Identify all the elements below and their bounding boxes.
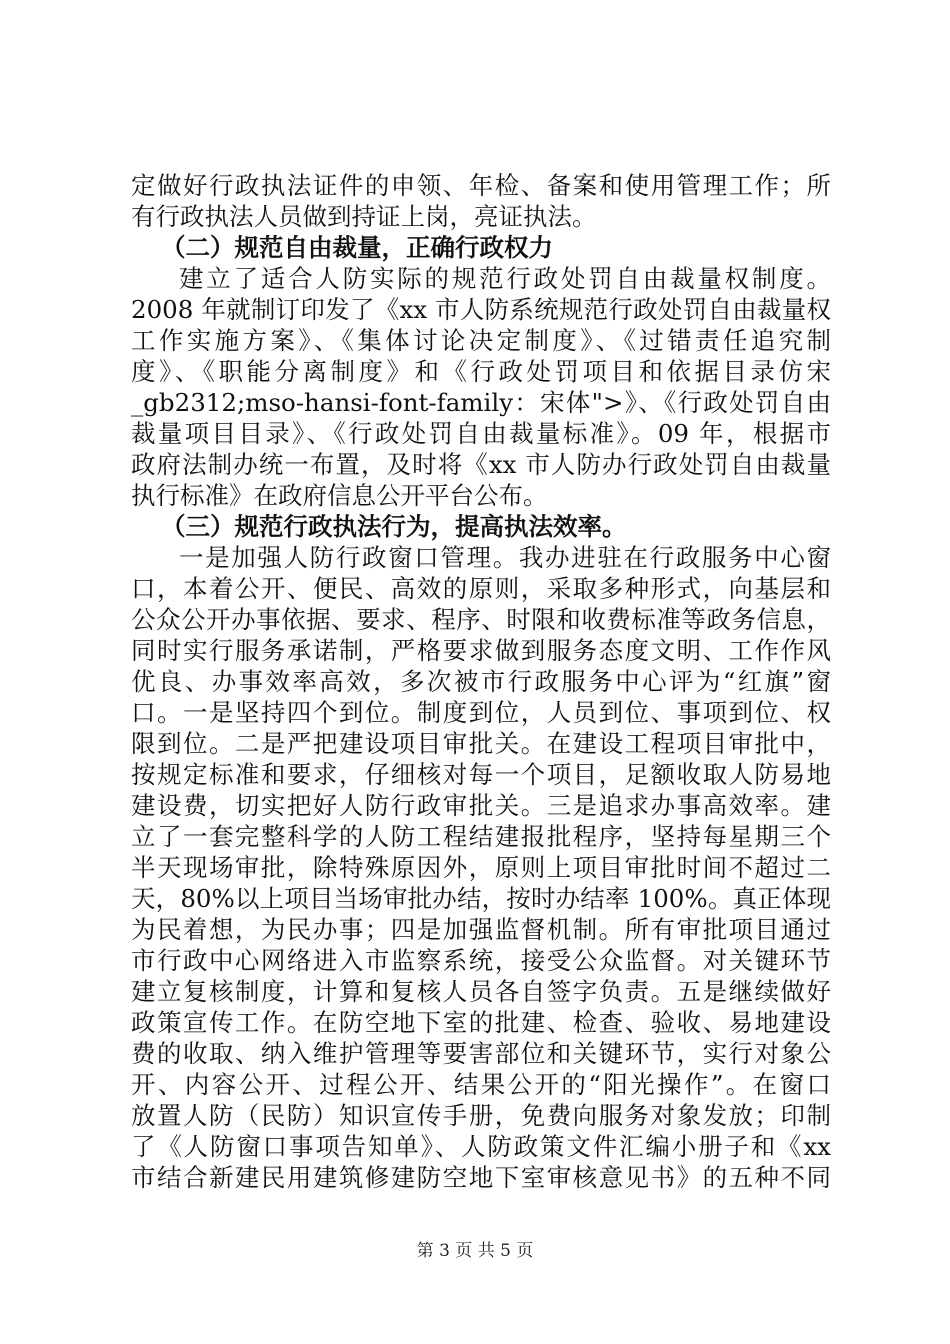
body-line: 同时实行服务承诺制，严格要求做到服务态度文明、工作作风: [131, 636, 831, 665]
body-line: 定做好行政执法证件的申领、年检、备案和使用管理工作；所: [131, 171, 831, 200]
paragraph-first-line: 一是加强人防行政窗口管理。我办进驻在行政服务中心窗: [179, 543, 831, 572]
body-line: 优良、办事效率高效，多次被市行政服务中心评为“红旗”窗: [131, 667, 831, 696]
body-line: 建设费，切实把好人防行政审批关。三是追求办事高效率。建: [131, 791, 831, 820]
section-heading: （三）规范行政执法行为，提高执法效率。: [161, 512, 627, 541]
body-line: 费的收取、纳入维护管理等要害部位和关键环节，实行对象公: [131, 1039, 831, 1068]
body-line: 市结合新建民用建筑修建防空地下室审核意见书》的五种不同: [131, 1163, 831, 1192]
body-line: 了《人防窗口事项告知单》、人防政策文件汇编小册子和《xx: [131, 1132, 831, 1161]
body-line: 口。一是坚持四个到位。制度到位，人员到位、事项到位、权: [131, 698, 831, 727]
page-number-footer: 第 3 页 共 5 页: [416, 1241, 534, 1261]
body-line: 工作实施方案》、《集体讨论决定制度》、《过错责任追究制: [131, 326, 831, 355]
body-line: 建立复核制度，计算和复核人员各自签字负责。五是继续做好: [131, 977, 831, 1006]
body-line: _gb2312;mso-hansi-font-family：宋体">》、《行政处罚自由: [131, 388, 831, 417]
body-line: 执行标准》在政府信息公开平台公布。: [131, 481, 548, 510]
body-line: 立了一套完整科学的人防工程结建报批程序，坚持每星期三个: [131, 822, 831, 851]
body-line: 度》、《职能分离制度》和《行政处罚项目和依据目录仿宋: [131, 357, 831, 386]
body-line: 有行政执法人员做到持证上岗，亮证执法。: [131, 202, 597, 231]
body-line: 按规定标准和要求，仔细核对每一个项目，足额收取人防易地: [131, 760, 831, 789]
body-line: 口，本着公开、便民、高效的原则，采取多种形式，向基层和: [131, 574, 831, 603]
body-line: 半天现场审批，除特殊原因外，原则上项目审批时间不超过二: [131, 853, 831, 882]
body-line: 政府法制办统一布置，及时将《xx 市人防办行政处罚自由裁量: [131, 450, 831, 479]
body-line: 2008 年就制订印发了《xx 市人防系统规范行政处罚自由裁量权: [131, 295, 831, 324]
body-line: 限到位。二是严把建设项目审批关。在建设工程项目审批中，: [131, 729, 831, 758]
paragraph-first-line: 建立了适合人防实际的规范行政处罚自由裁量权制度。: [179, 264, 831, 293]
body-line: 放置人防（民防）知识宣传手册，免费向服务对象发放；印制: [131, 1101, 831, 1130]
body-line: 裁量项目目录》、《行政处罚自由裁量标准》。09 年，根据市: [131, 419, 831, 448]
body-line: 市行政中心网络进入市监察系统，接受公众监督。对关键环节: [131, 946, 831, 975]
body-line: 公众公开办事依据、要求、程序、时限和收费标准等政务信息，: [131, 605, 831, 634]
document-body: [131, 170, 831, 1193]
body-line: 政策宣传工作。在防空地下室的批建、检查、验收、易地建设: [131, 1008, 831, 1037]
body-line: 为民着想，为民办事；四是加强监督机制。所有审批项目通过: [131, 915, 831, 944]
body-line: 开、内容公开、过程公开、结果公开的“阳光操作”。在窗口: [131, 1070, 831, 1099]
body-line: 天，80%以上项目当场审批办结，按时办结率 100%。真正体现: [131, 884, 831, 913]
section-heading: （二）规范自由裁量，正确行政权力: [161, 233, 553, 262]
